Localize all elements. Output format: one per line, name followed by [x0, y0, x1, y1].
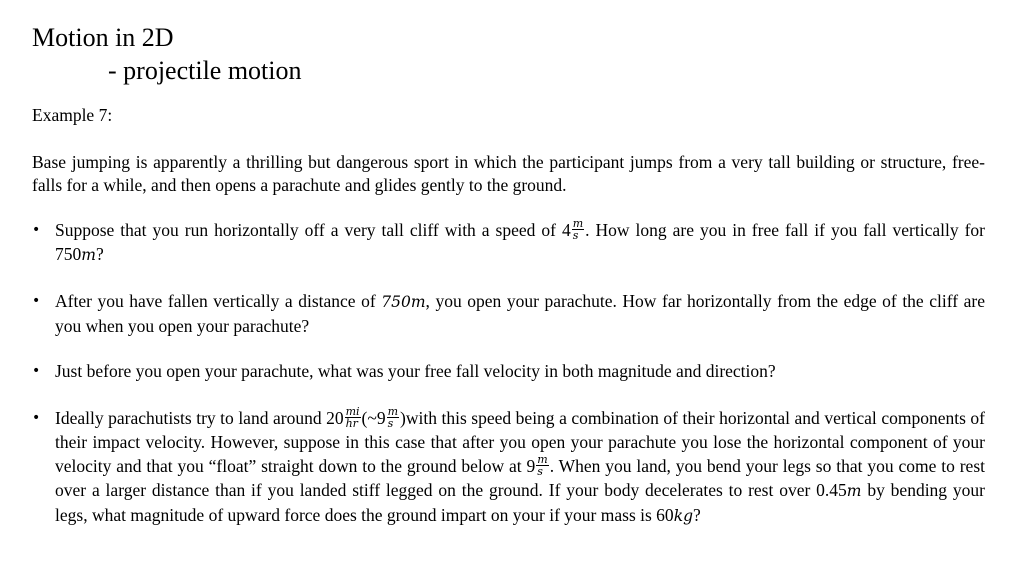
q4-frac1-numerator: mi	[345, 405, 360, 419]
q2-text-part-2: , you open your parachute. How far horizontally from the edge of the cliff are you when you open your parachute?	[55, 291, 985, 336]
q1-frac-numerator: m	[572, 217, 584, 231]
question-1-text	[55, 219, 985, 268]
question-1	[32, 219, 985, 268]
question-3	[32, 360, 985, 384]
q4-frac3-numerator: m	[537, 453, 548, 467]
q4-unit-meters: m	[846, 482, 862, 501]
bullet-icon: •	[32, 222, 41, 238]
question-4-text	[55, 407, 985, 528]
q4-frac1-denominator: hr	[345, 417, 358, 431]
q1-frac-denominator: s	[572, 229, 579, 243]
q4-text-part-1: Ideally parachutists try to land around 20	[55, 408, 344, 428]
q4-text-part-3: )with this speed being a combination of their horizontal and vertical components of their impact velocity. However, suppose in this case that after you open your parachute you lose the horizontal component of your velocity and that you “float” straight down to the ground below at 9	[55, 408, 985, 476]
q4-frac2-numerator: m	[387, 405, 399, 419]
q4-text-part-4: . When you land, you bend your legs so that you come to rest over a larger distance than if you landed stiff legged on the ground. If your body decelerates to rest over 0.45	[55, 455, 985, 501]
question-2	[32, 290, 985, 338]
q4-frac3-denominator: s	[537, 465, 543, 479]
q4-frac2-denominator: s	[387, 417, 394, 431]
bullet-icon: •	[32, 293, 41, 309]
q1-text-part-3: ?	[95, 244, 104, 265]
q4-text-part-6: ?	[693, 504, 701, 525]
q4-fraction-mi-per-hr	[345, 406, 361, 429]
bullet-icon: •	[32, 410, 41, 426]
slide-title: Motion in 2D	[32, 23, 174, 52]
q1-unit: m	[81, 246, 96, 265]
example-label: Example 7:	[32, 105, 113, 125]
bullet-icon: •	[32, 363, 41, 379]
q4-text-part-5: by bending your legs, what magnitude of upward force does the ground impart on your if your mass is 60	[55, 480, 985, 525]
question-4	[32, 407, 985, 528]
q2-value: 750m	[381, 293, 426, 311]
q4-unit-kg: kg	[673, 506, 694, 525]
q4-text-part-2: (~9	[361, 408, 386, 428]
q1-text-part-1: Suppose that you run horizontally off a very tall cliff with a speed of 4	[55, 220, 571, 240]
q2-text-part-1: After you have fallen vertically a distance of	[55, 291, 382, 311]
slide-subtitle: - projectile motion	[108, 56, 302, 85]
q1-fraction-m-per-s	[572, 218, 584, 241]
q1-text-part-2: . How long are you in free fall if you fall vertically for 750	[55, 220, 985, 265]
q4-fraction-m-per-s-2	[536, 454, 548, 477]
intro-paragraph: Base jumping is apparently a thrilling but dangerous sport in which the participant jumps from a very tall building or structure, free-falls for a while, and then opens a parachute and glides gently to the ground.	[32, 152, 985, 195]
q4-fraction-m-per-s	[387, 406, 399, 429]
question-2-text	[55, 290, 985, 338]
question-3-text: Just before you open your parachute, what was your free fall velocity in both magnitude and direction?	[55, 361, 776, 381]
